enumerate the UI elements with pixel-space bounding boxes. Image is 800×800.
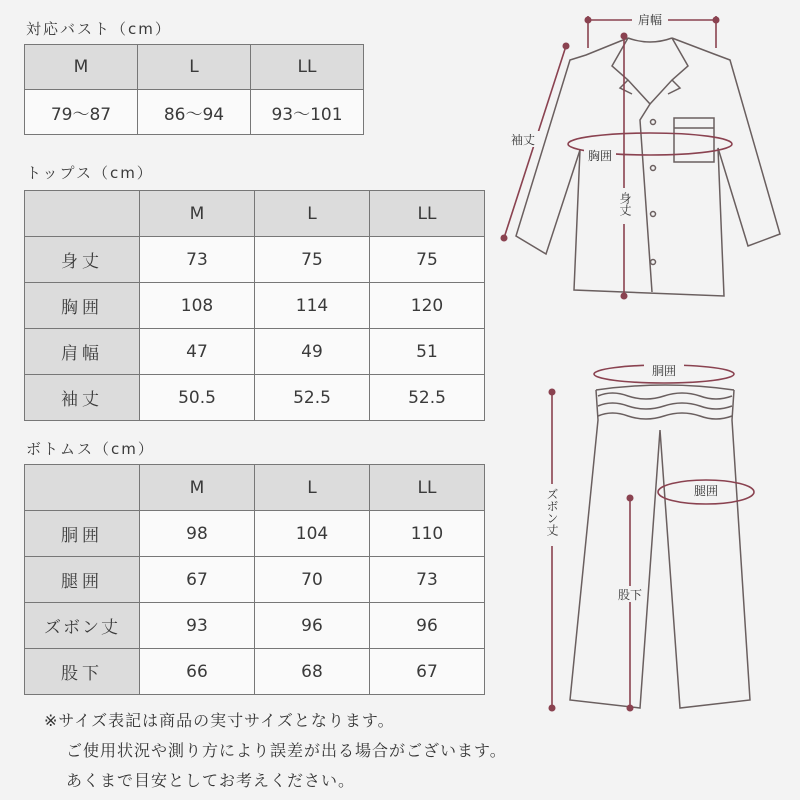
column-header: L [255,465,370,511]
table-cell: 52.5 [370,375,485,421]
table-cell: 67 [370,649,485,695]
row-header: 袖丈 [25,375,140,421]
pants-length-label: ズボン丈 [545,488,559,536]
column-header: LL [370,191,485,237]
table-cell: 52.5 [255,375,370,421]
table-cell: 96 [255,603,370,649]
table-cell: 70 [255,557,370,603]
shoulder-label: 肩幅 [637,13,663,27]
column-header: L [138,45,251,90]
row-header: ズボン丈 [25,603,140,649]
note-line-3: あくまで目安としてお考えください。 [66,771,356,790]
table-cell: 104 [255,511,370,557]
table-cell: 110 [370,511,485,557]
row-header: 腿囲 [25,557,140,603]
pants-illustration [570,385,750,708]
note-line-1: ※サイズ表記は商品の実寸サイズとなります。 [44,711,395,730]
table-cell: 47 [140,329,255,375]
table-cell: 93〜101 [251,90,364,135]
table-cell: 120 [370,283,485,329]
body-length-label: 身丈 [618,192,632,216]
chest-label: 胸囲 [587,149,613,163]
table-cell: 75 [255,237,370,283]
row-header: 股下 [25,649,140,695]
table-cell: 73 [370,557,485,603]
row-header: 胴囲 [25,511,140,557]
bottoms-section-title: ボトムス（cm） [26,440,155,458]
inseam-label: 股下 [617,588,643,602]
column-header: LL [251,45,364,90]
table-cell: 96 [370,603,485,649]
table-cell: 68 [255,649,370,695]
column-header: M [25,45,138,90]
row-header: 肩幅 [25,329,140,375]
note-line-2: ご使用状況や測り方により誤差が出る場合がございます。 [66,741,507,760]
table-cell: 108 [140,283,255,329]
bust-section-title: 対応バスト（cm） [26,20,172,38]
waist-label: 胴囲 [651,364,677,378]
table-cell: 86〜94 [138,90,251,135]
column-header: LL [370,465,485,511]
table-cell: 98 [140,511,255,557]
column-header: M [140,191,255,237]
table-cell: 93 [140,603,255,649]
table-cell: 114 [255,283,370,329]
row-header: 身丈 [25,237,140,283]
table-cell: 51 [370,329,485,375]
column-header: L [255,191,370,237]
table-cell: 49 [255,329,370,375]
thigh-label: 腿囲 [693,484,719,498]
table-cell: 50.5 [140,375,255,421]
sleeve-label: 袖丈 [510,133,536,147]
table-cell: 73 [140,237,255,283]
measurement-lines [504,16,754,708]
column-header: M [140,465,255,511]
tops-section-title: トップス（cm） [26,164,154,182]
table-cell: 79〜87 [25,90,138,135]
table-cell: 66 [140,649,255,695]
table-cell: 75 [370,237,485,283]
table-cell: 67 [140,557,255,603]
row-header: 胸囲 [25,283,140,329]
